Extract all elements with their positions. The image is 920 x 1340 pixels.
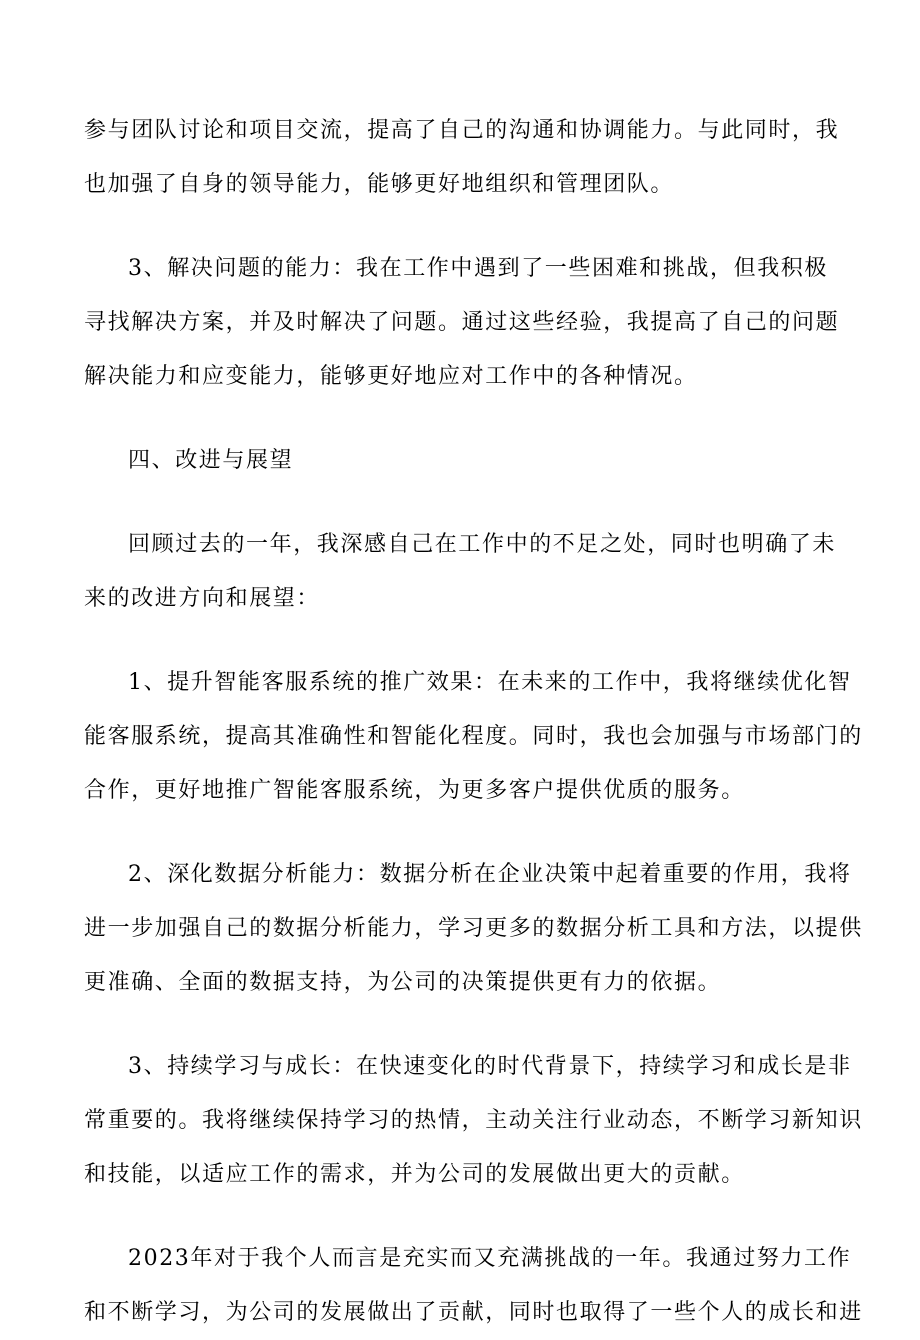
paragraph-line: 常重要的。我将继续保持学习的热情，主动关注行业动态，不断学习新知识: [84, 1108, 863, 1133]
paragraph-problem-solving: [84, 242, 840, 404]
section-heading-improvement: [84, 434, 840, 488]
paragraph-line: 寻找解决方案，并及时解决了问题。通过这些经验，我提高了自己的问题: [84, 310, 840, 335]
paragraph-communication-skills: [84, 104, 840, 212]
paragraph-gap: [84, 1202, 840, 1232]
paragraph-summary-2023: [84, 1232, 863, 1340]
paragraph-line: 合作，更好地推广智能客服系统，为更多客户提供优质的服务。: [84, 778, 745, 803]
paragraph-item-2: [84, 848, 863, 1010]
paragraph-line: 进一步加强自己的数据分析能力，学习更多的数据分析工具和方法，以提供: [84, 916, 863, 941]
paragraph-line: 和技能，以适应工作的需求，并为公司的发展做出更大的贡献。: [84, 1162, 745, 1187]
paragraph-gap: [84, 818, 840, 848]
paragraph-line: 更准确、全面的数据支持，为公司的决策提供更有力的依据。: [84, 970, 722, 995]
paragraph-line: 1、提升智能客服系统的推广效果：在未来的工作中，我将继续优化智: [128, 670, 852, 695]
paragraph-line: 也加强了自身的领导能力，能够更好地组织和管理团队。: [84, 172, 675, 197]
paragraph-line: 来的改进方向和展望：: [84, 586, 321, 611]
section-heading: 四、改进与展望: [128, 448, 294, 473]
paragraph-line: 2、深化数据分析能力：数据分析在企业决策中起着重要的作用，我将: [128, 862, 852, 887]
paragraph-line: 2023年对于我个人而言是充实而又充满挑战的一年。我通过努力工作: [128, 1246, 852, 1271]
paragraph-line: 3、解决问题的能力：我在工作中遇到了一些困难和挑战，但我积极: [128, 256, 828, 281]
paragraph-gap: [84, 212, 840, 242]
document-body: [84, 104, 863, 1340]
paragraph-line: 参与团队讨论和项目交流，提高了自己的沟通和协调能力。与此同时，我: [84, 118, 840, 143]
paragraph-line: 3、持续学习与成长：在快速变化的时代背景下，持续学习和成长是非: [128, 1054, 852, 1079]
paragraph-item-1: [84, 656, 863, 818]
paragraph-item-3: [84, 1040, 863, 1202]
paragraph-line: 解决能力和应变能力，能够更好地应对工作中的各种情况。: [84, 364, 698, 389]
paragraph-gap: [84, 1010, 840, 1040]
paragraph-gap: [84, 626, 840, 656]
paragraph-line: 回顾过去的一年，我深感自己在工作中的不足之处，同时也明确了未: [128, 532, 837, 557]
paragraph-line: 能客服系统，提高其准确性和智能化程度。同时，我也会加强与市场部门的: [84, 724, 863, 749]
paragraph-gap: [84, 404, 840, 434]
paragraph-gap: [84, 488, 840, 518]
paragraph-line: 和不断学习，为公司的发展做出了贡献，同时也取得了一些个人的成长和进: [84, 1300, 863, 1325]
paragraph-review-intro: [84, 518, 840, 626]
